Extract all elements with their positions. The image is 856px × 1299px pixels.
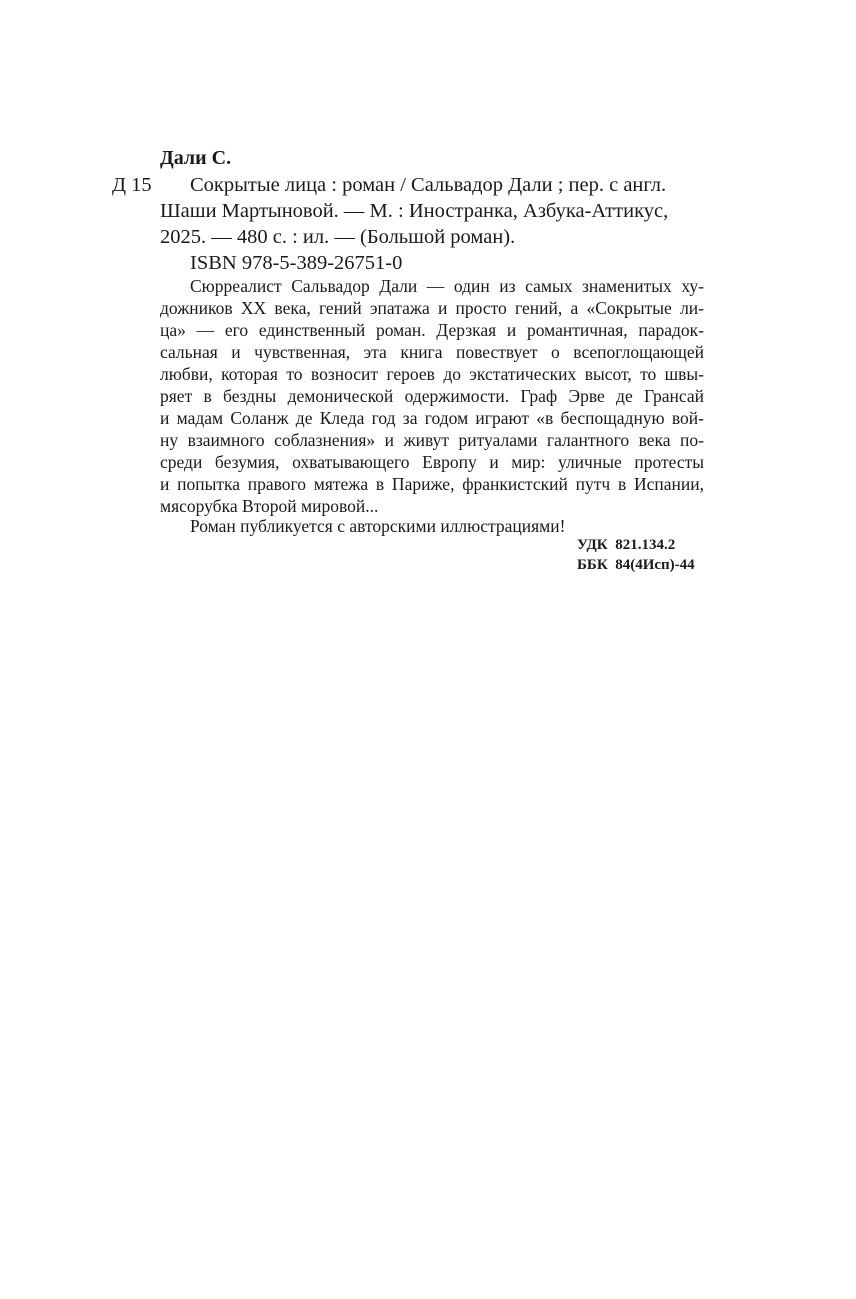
annotation-line: дожников XX века, гений эпатажа и просто гений, а «Сокрытые ли-	[160, 298, 704, 318]
bibliographic-line: Шаши Мартыновой. — М. : Иностранка, Азбука-Аттикус,	[160, 200, 669, 222]
annotation-line: и попытка правого мятежа в Париже, франкистский путч в Испании,	[160, 474, 704, 494]
annotation-line: сальная и чувственная, эта книга повествует о всепоглощающей	[160, 342, 704, 362]
annotation-line: Сюрреалист Сальвадор Дали — один из самых знаменитых ху-	[190, 276, 704, 296]
annotation-line: ряет в бездны демонической одержимости. Граф Эрве де Грансай	[160, 386, 704, 406]
classification-codes	[577, 535, 695, 575]
bibliographic-line: Сокрытые лица : роман / Сальвадор Дали ; пер. с англ.	[190, 174, 667, 196]
isbn: ISBN 978-5-389-26751-0	[190, 252, 403, 274]
shelf-code: Д 15	[112, 174, 152, 196]
udk-code: УДК 821.134.2	[577, 537, 676, 553]
bibliographic-line: 2025. — 480 с. : ил. — (Большой роман).	[160, 226, 516, 248]
annotation-line: мясорубка Второй мировой...	[160, 496, 379, 516]
annotation-closing-line: Роман публикуется с авторскими иллюстрациями!	[190, 516, 566, 536]
annotation-line: любви, которая то возносит героев до экстатических высот, то швы-	[160, 364, 704, 384]
annotation-line: ца» — его единственный роман. Дерзкая и романтичная, парадок-	[160, 320, 704, 340]
author-heading: Дали С.	[160, 147, 232, 169]
annotation-line: и мадам Соланж де Кледа год за годом играют «в беспощадную вой-	[160, 408, 704, 428]
bbk-code: ББК 84(4Исп)-44	[577, 557, 695, 573]
annotation-line: ну взаимного соблазнения» и живут ритуалами галантного века по-	[160, 430, 704, 450]
annotation-line: среди безумия, охватывающего Европу и мир: уличные протесты	[160, 452, 704, 472]
